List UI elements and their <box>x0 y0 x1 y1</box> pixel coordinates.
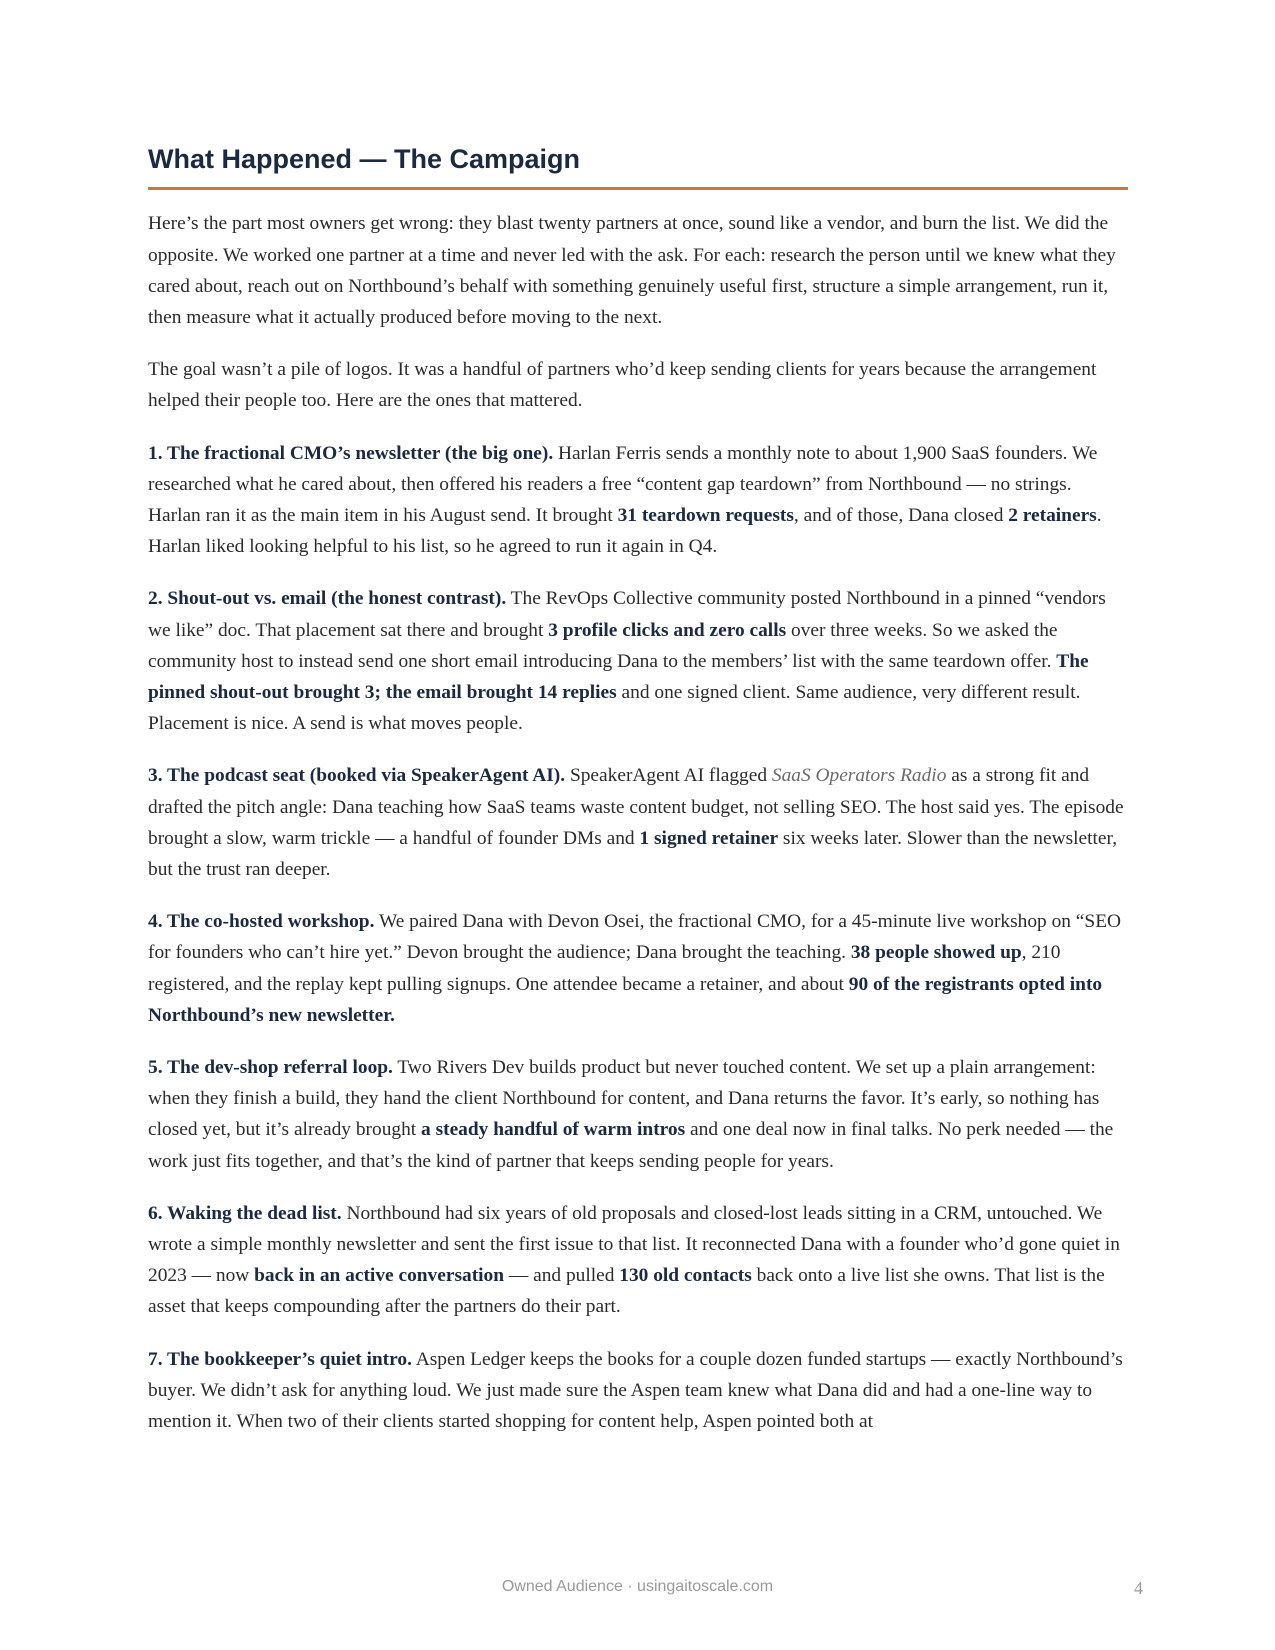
emphasis-text: 90 of the registrants opted into Northbound’s new newsletter. <box>148 973 1103 1026</box>
paragraph <box>148 583 1128 739</box>
emphasis-text: 3. The podcast seat (booked via SpeakerAgent AI). <box>148 765 566 787</box>
body-text-run: , and of those, Dana closed <box>793 505 1009 527</box>
body-text-run: We paired Dana with Devon Osei, the fractional CMO, for a 45-minute live workshop on “SEO for founders who can’t hire yet.” Devon brought the audience; Dana brought the teaching. <box>148 911 1122 964</box>
body-text-run: Harlan Ferris sends a monthly note to about 1,900 SaaS founders. We researched what he cared about, then offered his readers a free “content gap teardown” from Northbound — no strings. Harlan ran it as the main item in his August send. It brought <box>148 442 1098 527</box>
paragraph <box>148 1198 1128 1323</box>
body-text-run: back onto a live list she owns. That list is the asset that keeps compounding after the partners do their part. <box>148 1265 1105 1318</box>
body-text-run: six weeks later. Slower than the newsletter, but the trust ran deeper. <box>148 827 1118 881</box>
body-text-run: as a strong fit and drafted the pitch angle: Dana teaching how SaaS teams waste content budget, not selling SEO. The host said yes. The episode brought a slow, warm trickle — a handful of founder DMs and <box>148 765 1124 849</box>
body-text-run: , 210 registered, and the replay kept pulling signups. One attendee became a retainer, and about <box>148 942 1061 995</box>
paragraph <box>148 906 1128 1031</box>
paragraph <box>148 1344 1128 1438</box>
body-text-run: Northbound had six years of old proposals and closed-lost leads sitting in a CRM, untouched. We wrote a simple monthly newsletter and sent the first issue to that list. It reconnected Dana with a founder who’d gone quiet in 2023 — now <box>148 1202 1120 1287</box>
emphasis-text: 1. The fractional CMO’s newsletter (the big one). <box>148 442 554 464</box>
emphasis-text: 3 profile clicks and zero calls <box>548 619 787 641</box>
emphasis-text: a steady handful of warm intros <box>421 1119 686 1141</box>
body-text-run: Two Rivers Dev builds product but never touched content. We set up a plain arrangement: when they finish a build, they hand the client Northbound for content, and Dana returns the favor. It’s early, so nothing has closed yet, but it’s already brought <box>148 1057 1100 1141</box>
emphasis-text: 2 retainers <box>1008 505 1097 527</box>
emphasis-text: 5. The dev-shop referral loop. <box>148 1057 393 1079</box>
emphasis-text: 2. Shout-out vs. email (the honest contrast). <box>148 588 507 610</box>
body-text-run: — and pulled <box>504 1265 620 1287</box>
body-text-run: Here’s the part most owners get wrong: they blast twenty partners at once, sound like a vendor, and burn the list. We did the opposite. We worked one partner at a time and never led with the ask. For each: research the person until we knew what they cared about, reach out on Northbound’s behalf with something genuinely useful first, structure a simple arrangement, run it, then measure what it actually produced before moving to the next. <box>148 213 1116 328</box>
body-text-run: SpeakerAgent AI flagged <box>565 765 772 787</box>
emphasis-text: 4. The co-hosted workshop. <box>148 911 375 933</box>
emphasis-text: back in an active conversation <box>254 1265 505 1287</box>
body-text-run: and one deal now in final talks. No perk needed — the work just fits together, and that’s the kind of partner that keeps sending people for years. <box>148 1119 1114 1172</box>
paragraph <box>148 1052 1128 1177</box>
page-content <box>148 143 1128 1458</box>
emphasis-text: 1 signed retainer <box>639 827 779 849</box>
paragraph <box>148 354 1128 416</box>
page-number: 4 <box>1134 1578 1143 1598</box>
body-text-run: Aspen Ledger keeps the books for a couple dozen funded startups — exactly Northbound’s buyer. We didn’t ask for anything loud. We just made sure the Aspen team knew what Dana did and had a one-line way to mention it. When two of their clients started shopping for content help, Aspen pointed both at <box>148 1348 1123 1433</box>
paragraph <box>148 208 1128 333</box>
emphasis-text: 38 people showed up <box>850 942 1022 964</box>
body-text-run: . Harlan liked looking helpful to his list, so he agreed to run it again in Q4. <box>148 505 1102 558</box>
emphasis-text: 130 old contacts <box>619 1265 752 1287</box>
body-text-run: The goal wasn’t a pile of logos. It was a handful of partners who’d keep sending clients for years because the arrangement helped their people too. Here are the ones that mattered. <box>148 359 1097 412</box>
section-heading: What Happened — The Campaign <box>148 143 1128 190</box>
italic-title: SaaS Operators Radio <box>771 765 947 787</box>
body-text-run: and one signed client. Same audience, very different result. Placement is nice. A send is what moves people. <box>148 682 1081 735</box>
body-text-run: The RevOps Collective community posted Northbound in a pinned “vendors we like” doc. That placement sat there and brought <box>148 588 1106 641</box>
body-text-run: over three weeks. So we asked the community host to instead send one short email introducing Dana to the members’ list with the same teardown offer. <box>148 619 1058 672</box>
emphasis-text: 6. Waking the dead list. <box>148 1202 342 1224</box>
footer-source: Owned Audience · usingaitoscale.com <box>501 1578 774 1595</box>
paragraph <box>148 760 1128 885</box>
emphasis-text: 31 teardown requests <box>617 505 794 527</box>
emphasis-text: The pinned shout-out brought 3; the email brought 14 replies <box>148 650 1089 704</box>
body-text <box>148 208 1128 1437</box>
paragraph <box>148 438 1128 563</box>
emphasis-text: 7. The bookkeeper’s quiet intro. <box>148 1348 412 1370</box>
